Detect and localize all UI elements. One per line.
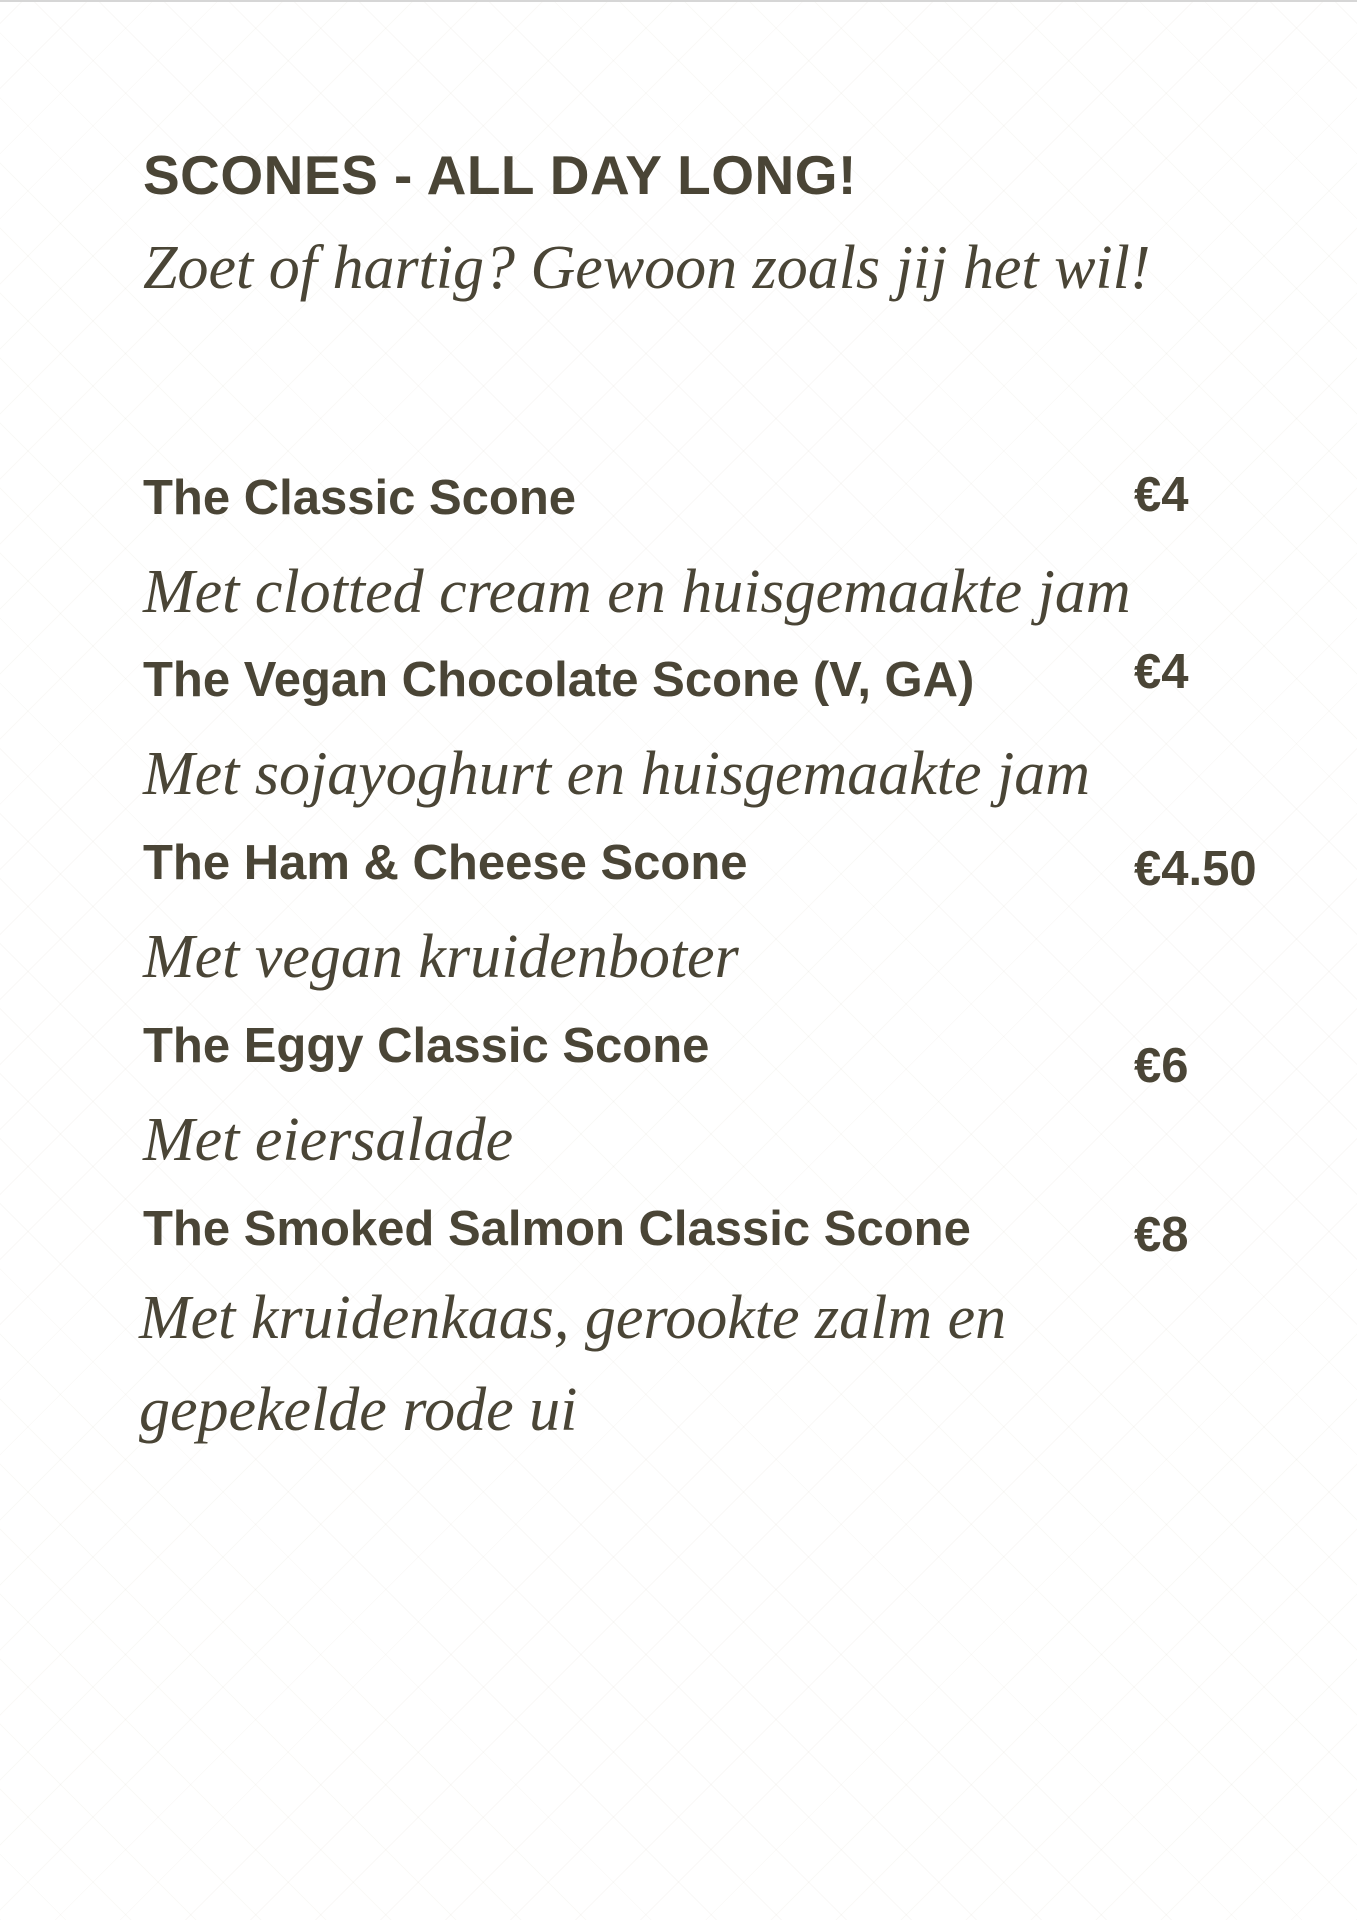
item-description: Met eiersalade bbox=[143, 1106, 514, 1174]
menu-heading: SCONES - ALL DAY LONG! bbox=[143, 144, 857, 206]
item-name: The Classic Scone bbox=[143, 471, 577, 525]
item-name: The Ham & Cheese Scone bbox=[143, 836, 748, 890]
item-price: €4.50 bbox=[1134, 842, 1257, 896]
menu-subheading: Zoet of hartig? Gewoon zoals jij het wil! bbox=[143, 234, 1151, 302]
item-price: €4 bbox=[1134, 468, 1189, 522]
item-price: €8 bbox=[1134, 1208, 1189, 1262]
item-price: €4 bbox=[1134, 645, 1189, 699]
item-name: The Vegan Chocolate Scone (V, GA) bbox=[143, 653, 975, 707]
item-name: The Eggy Classic Scone bbox=[143, 1019, 710, 1073]
item-description: Met vegan kruidenboter bbox=[143, 923, 739, 991]
item-description: Met sojayoghurt en huisgemaakte jam bbox=[143, 740, 1091, 808]
item-description: Met kruidenkaas, gerookte zalm en gepekelde rode ui bbox=[139, 1284, 1007, 1444]
item-price: €6 bbox=[1134, 1039, 1189, 1093]
item-description: Met clotted cream en huisgemaakte jam bbox=[143, 558, 1131, 626]
item-name: The Smoked Salmon Classic Scone bbox=[143, 1202, 971, 1256]
